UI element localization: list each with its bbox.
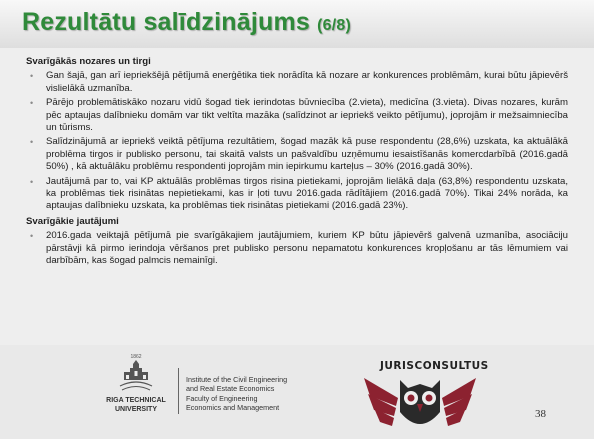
rtu-name-line1: RIGA TECHNICAL (106, 397, 166, 404)
slide-page-indicator: (6/8) (317, 17, 352, 34)
faculty-line2: Economics and Management (186, 402, 280, 412)
bullet-item: • Jautājumā par to, vai KP aktuālās problēmas tirgos risina pietiekami, joprojām lielākā daļa (63,8%) respondentu uzskata, ka problēmas tiek risinātas nepietiekami, kas ir ļoti tuvu 2016.gada rādītājiem (2016.gadā 70%). Tikai 24% norāda, ka aptaujas dalībnieku uzskata, ka problēmas tiek risinātas pietiekami (2016.gadā 23%). (22, 176, 568, 213)
faculty-line1: Faculty of Engineering (186, 394, 258, 404)
rtu-name-line2: UNIVERSITY (114, 405, 157, 413)
section-heading-industries: Svarīgākās nozares un tirgi (26, 56, 151, 67)
section-heading-issues: Svarīgākie jautājumi (26, 215, 119, 227)
bullet-item: • Salīdzinājumā ar iepriekš veiktā pētījuma rezultātiem, šogad mazāk kā puse respondentu (28,6%) uzskata, ka aktuālākā problēma tirgos ir publisko personu, tai skaitā valsts un pašvaldību uzņēmumu iesaistīšanās komercdarbībā (2016.gadā 50%) , kā aktuālāku problēmu respondenti joprojām min iepirkumu karteļus – 30% (2016.gadā 30%). (22, 136, 568, 173)
page-number: 38 (535, 408, 546, 420)
rtu-name (96, 397, 176, 414)
institute-line1: Institute of the Civil Engineering (186, 375, 288, 384)
footer-divider (178, 368, 179, 414)
jurisconsultus-brand: JURISCONSULTUS (380, 360, 489, 372)
bullet-list-industries (22, 70, 568, 212)
institute-line2: and Real Estate Economics (186, 383, 275, 393)
slide-title-text: Rezultātu salīdzinājums (22, 8, 310, 36)
bullet-item: • 2016.gada veiktajā pētījumā pie svarīgākajiem jautājumiem, kuriem KP būtu jāpievērš galvenā uzmanība, asociāciju pārstāvji kā pirmo ierindoja vēršanos pret publisko personu nepamatotu konkurences kropļošanu ar tās lēmumiem vai darbībām, kas šogad palmcis nemainīgi. (22, 230, 568, 267)
slide-title (22, 8, 351, 37)
rtu-year: 1862 (130, 354, 142, 360)
owl-logo-icon (360, 372, 480, 436)
slide-content (22, 56, 568, 270)
bullet-item: • Pārējo problemātiskāko nozaru vidū šogad tiek ierindotas būvniecība (2.vieta), medicīna (3.vieta). Divas nozares, kurām pēc aptaujas dalībnieku domām var tikt veltīta mazāka (salīdzinot ar iepriekš veikto pētījumu), joprojām ir mežsaimniecība un tūrisms. (22, 97, 568, 134)
bullet-list-issues (22, 230, 568, 267)
bullet-item: • Gan šajā, gan arī iepriekšējā pētījumā enerģētika tiek norādīta kā nozare ar konkurences problēmām, kurai būtu jāpievērš vislielākā uzmanība. (22, 70, 568, 95)
institute-text (186, 376, 326, 412)
